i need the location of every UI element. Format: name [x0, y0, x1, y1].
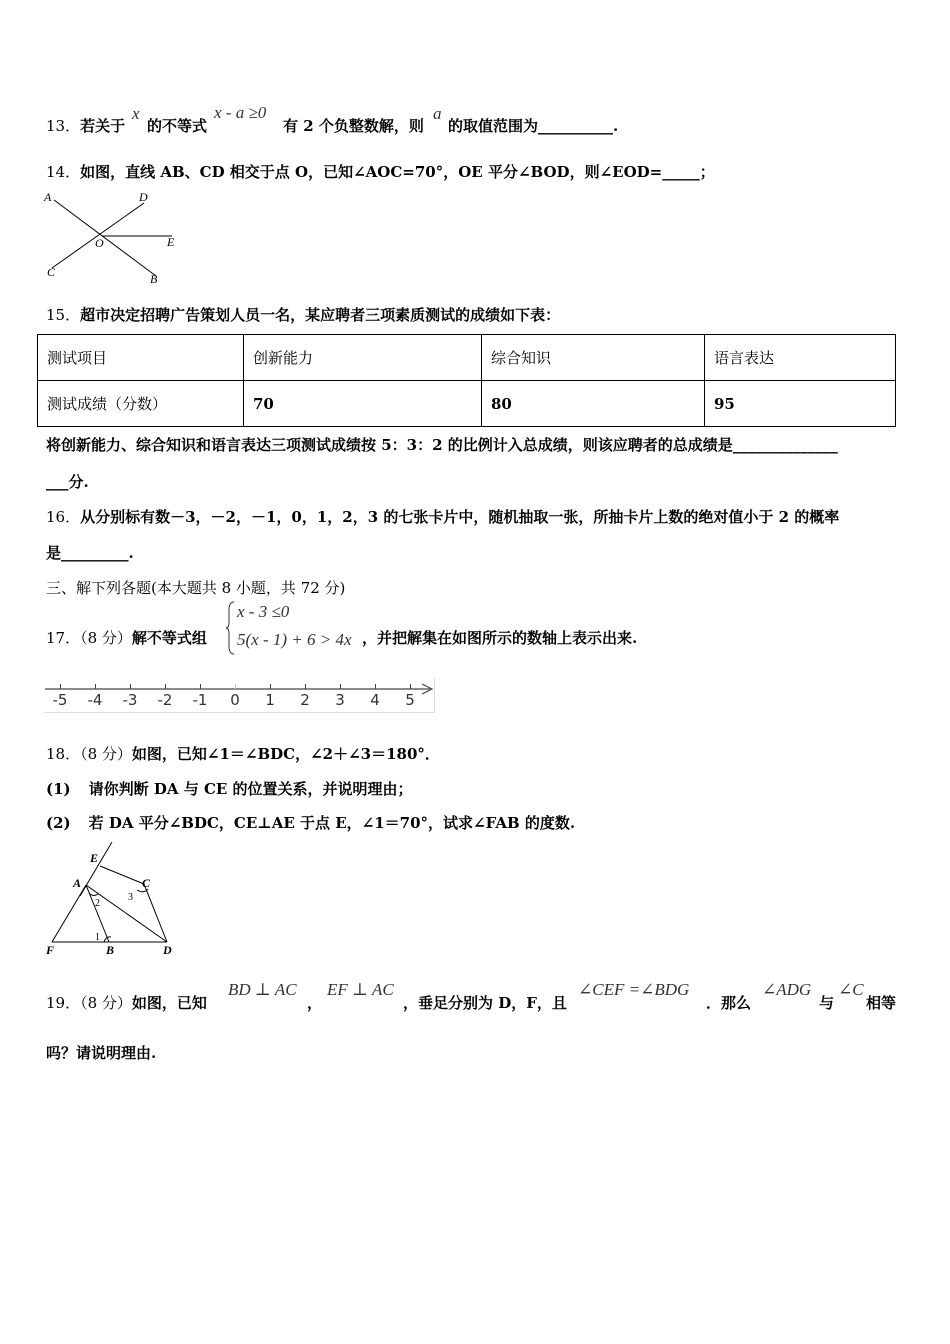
- axis-tick-label: -2: [157, 691, 173, 709]
- axis-tick-label: -5: [52, 691, 68, 709]
- q18-score: （8 分）: [80, 745, 132, 763]
- label-angle-1: 1: [95, 932, 100, 943]
- label-b: B: [150, 272, 158, 286]
- axis-tick-label: -1: [192, 691, 208, 709]
- q14-line: [46, 162, 715, 182]
- q18-part-2-number: (2): [46, 814, 71, 832]
- q19-math-5: ∠C: [838, 980, 864, 999]
- line-ab: [54, 200, 156, 276]
- q15-after-line-1: 将创新能力、综合知识和语言表达三项测试成绩按 5：3：2 的比例计入总成绩，则该应聘者的总成绩是______________: [46, 436, 838, 454]
- axis-tick: [130, 684, 131, 689]
- q13-text-1: 若关于: [80, 117, 126, 135]
- q13-text-4: 的取值范围为__________.: [448, 117, 619, 135]
- q17-text-2: ，并把解集在如图所示的数轴上表示出来.: [362, 629, 638, 647]
- axis-tick: [340, 684, 341, 689]
- q15-line: [46, 305, 560, 325]
- q14-figure: [40, 188, 190, 290]
- q13-number: 13．: [46, 117, 81, 135]
- q16-line-1: [46, 507, 839, 527]
- table-cell: 70: [244, 381, 482, 427]
- axis-tick: [410, 684, 411, 689]
- q19-text-1: 如图，已知: [131, 994, 207, 1012]
- section-title: 三、解下列各题(本大题共 8 小题，共 72 分): [46, 579, 346, 597]
- label-d: D: [139, 190, 148, 204]
- line-fa: [52, 885, 86, 942]
- label-e: E: [90, 851, 99, 865]
- q19-line-2: 吗？请说明理由.: [46, 1044, 157, 1062]
- q18-part-1-text: 请你判断 DA 与 CE 的位置关系，并说明理由；: [88, 780, 413, 798]
- table-header-cell: 综合知识: [482, 335, 705, 381]
- label-b: B: [106, 943, 115, 957]
- q17-score: （8 分）: [80, 629, 132, 647]
- label-e: E: [167, 235, 175, 249]
- axis-tick: [235, 684, 236, 689]
- table-row: [38, 381, 896, 427]
- q19-text-3: ．那么: [706, 994, 752, 1012]
- q17-number: 17．: [46, 629, 81, 647]
- q18-figure: [40, 842, 190, 960]
- q19-math-2: EF ⊥ AC: [327, 980, 394, 999]
- q19-number: 19．: [46, 994, 81, 1012]
- axis-tick-label: 2: [300, 691, 310, 709]
- label-a: A: [44, 190, 52, 204]
- axis-tick-label: -4: [87, 691, 103, 709]
- table-header-cell: 测试项目: [38, 335, 244, 381]
- q13-text-2: 的不等式: [147, 117, 208, 135]
- table-header-cell: 语言表达: [705, 335, 896, 381]
- angle-2-arc: [90, 894, 98, 896]
- label-f: F: [46, 943, 55, 957]
- axis-tick-label: 4: [370, 691, 380, 709]
- q15-text: 超市决定招聘广告策划人员一名，某应聘者三项素质测试的成绩如下表：: [80, 306, 561, 324]
- q14-text: 如图，直线 AB、CD 相交于点 O，已知∠AOC=70°，OE 平分∠BOD，则∠EOD=_____；: [80, 163, 715, 181]
- q17-text-1: 解不等式组: [131, 629, 207, 647]
- table-header-row: [38, 335, 896, 381]
- q16-line-2: 是_________.: [46, 544, 134, 562]
- table-header-cell: 创新能力: [244, 335, 482, 381]
- q15-after-line-2: ___分.: [46, 473, 89, 491]
- axis-tick-label: -3: [122, 691, 138, 709]
- q18-part-2-text: 若 DA 平分∠BDC，CE⊥AE 于点 E，∠1＝70°，试求∠FAB 的度数.: [88, 814, 576, 832]
- label-a: A: [73, 876, 82, 890]
- line-ec: [100, 866, 144, 884]
- q13-text-3: 有 2 个负整数解，则: [283, 117, 424, 135]
- q19-math-3: ∠CEF =∠BDG: [578, 980, 690, 999]
- axis-tick: [60, 684, 61, 689]
- label-angle-2: 2: [95, 898, 100, 909]
- q14-number: 14．: [46, 163, 81, 181]
- table-cell: 测试成绩（分数）: [38, 381, 244, 427]
- q19-comma: ，: [307, 994, 323, 1012]
- q13-var-a: a: [433, 104, 442, 123]
- label-d: D: [163, 943, 172, 957]
- label-c: C: [47, 265, 56, 279]
- q18-part-1-number: (1): [46, 780, 71, 798]
- score-table: [37, 334, 896, 427]
- q18-line: [46, 744, 440, 764]
- q19-math-4: ∠ADG: [762, 980, 812, 999]
- q17-brace: [226, 600, 236, 656]
- q17-line: [46, 628, 207, 648]
- q18-text: 如图，已知∠1＝∠BDC，∠2＋∠3＝180°．: [131, 745, 440, 763]
- q18-part-1: [46, 779, 413, 799]
- axis-tick: [305, 684, 306, 689]
- q19-text-4: 与: [819, 994, 835, 1012]
- q19-line-1: [46, 993, 207, 1013]
- q19-text-5: 相等: [866, 994, 897, 1012]
- q16-number: 16．: [46, 508, 81, 526]
- label-c: C: [142, 876, 151, 890]
- label-angle-3: 3: [128, 892, 133, 903]
- number-line: [44, 678, 435, 713]
- q17-inequality-2: 5(x - 1) + 6 > 4x: [237, 630, 352, 649]
- q13-inequality: x - a ≥0: [214, 103, 267, 122]
- label-o: O: [95, 236, 104, 250]
- q17-inequality-1: x - 3 ≤0: [237, 602, 290, 621]
- axis-tick-label: 1: [265, 691, 275, 709]
- q13-line: [46, 116, 125, 136]
- table-cell: 95: [705, 381, 896, 427]
- axis-tick: [165, 684, 166, 689]
- axis-tick: [375, 684, 376, 689]
- q18-number: 18．: [46, 745, 81, 763]
- axis-tick: [200, 684, 201, 689]
- q19-score: （8 分）: [80, 994, 132, 1012]
- axis-tick-label: 5: [405, 691, 415, 709]
- axis-tick: [95, 684, 96, 689]
- q19-text-2: ，垂足分别为 D，F，且: [403, 994, 567, 1012]
- axis-tick: [270, 684, 271, 689]
- q18-part-2: [46, 813, 575, 833]
- table-cell: 80: [482, 381, 705, 427]
- axis-tick-label: 0: [230, 691, 240, 709]
- q19-math-1: BD ⊥ AC: [228, 980, 297, 999]
- q13-var-x: x: [132, 104, 140, 123]
- q16-text-1: 从分别标有数－3，－2，－1，0，1，2，3 的七张卡片中，随机抽取一张，所抽卡片上数的绝对值小于 2 的概率: [80, 508, 840, 526]
- axis-tick-label: 3: [335, 691, 345, 709]
- q15-number: 15．: [46, 306, 81, 324]
